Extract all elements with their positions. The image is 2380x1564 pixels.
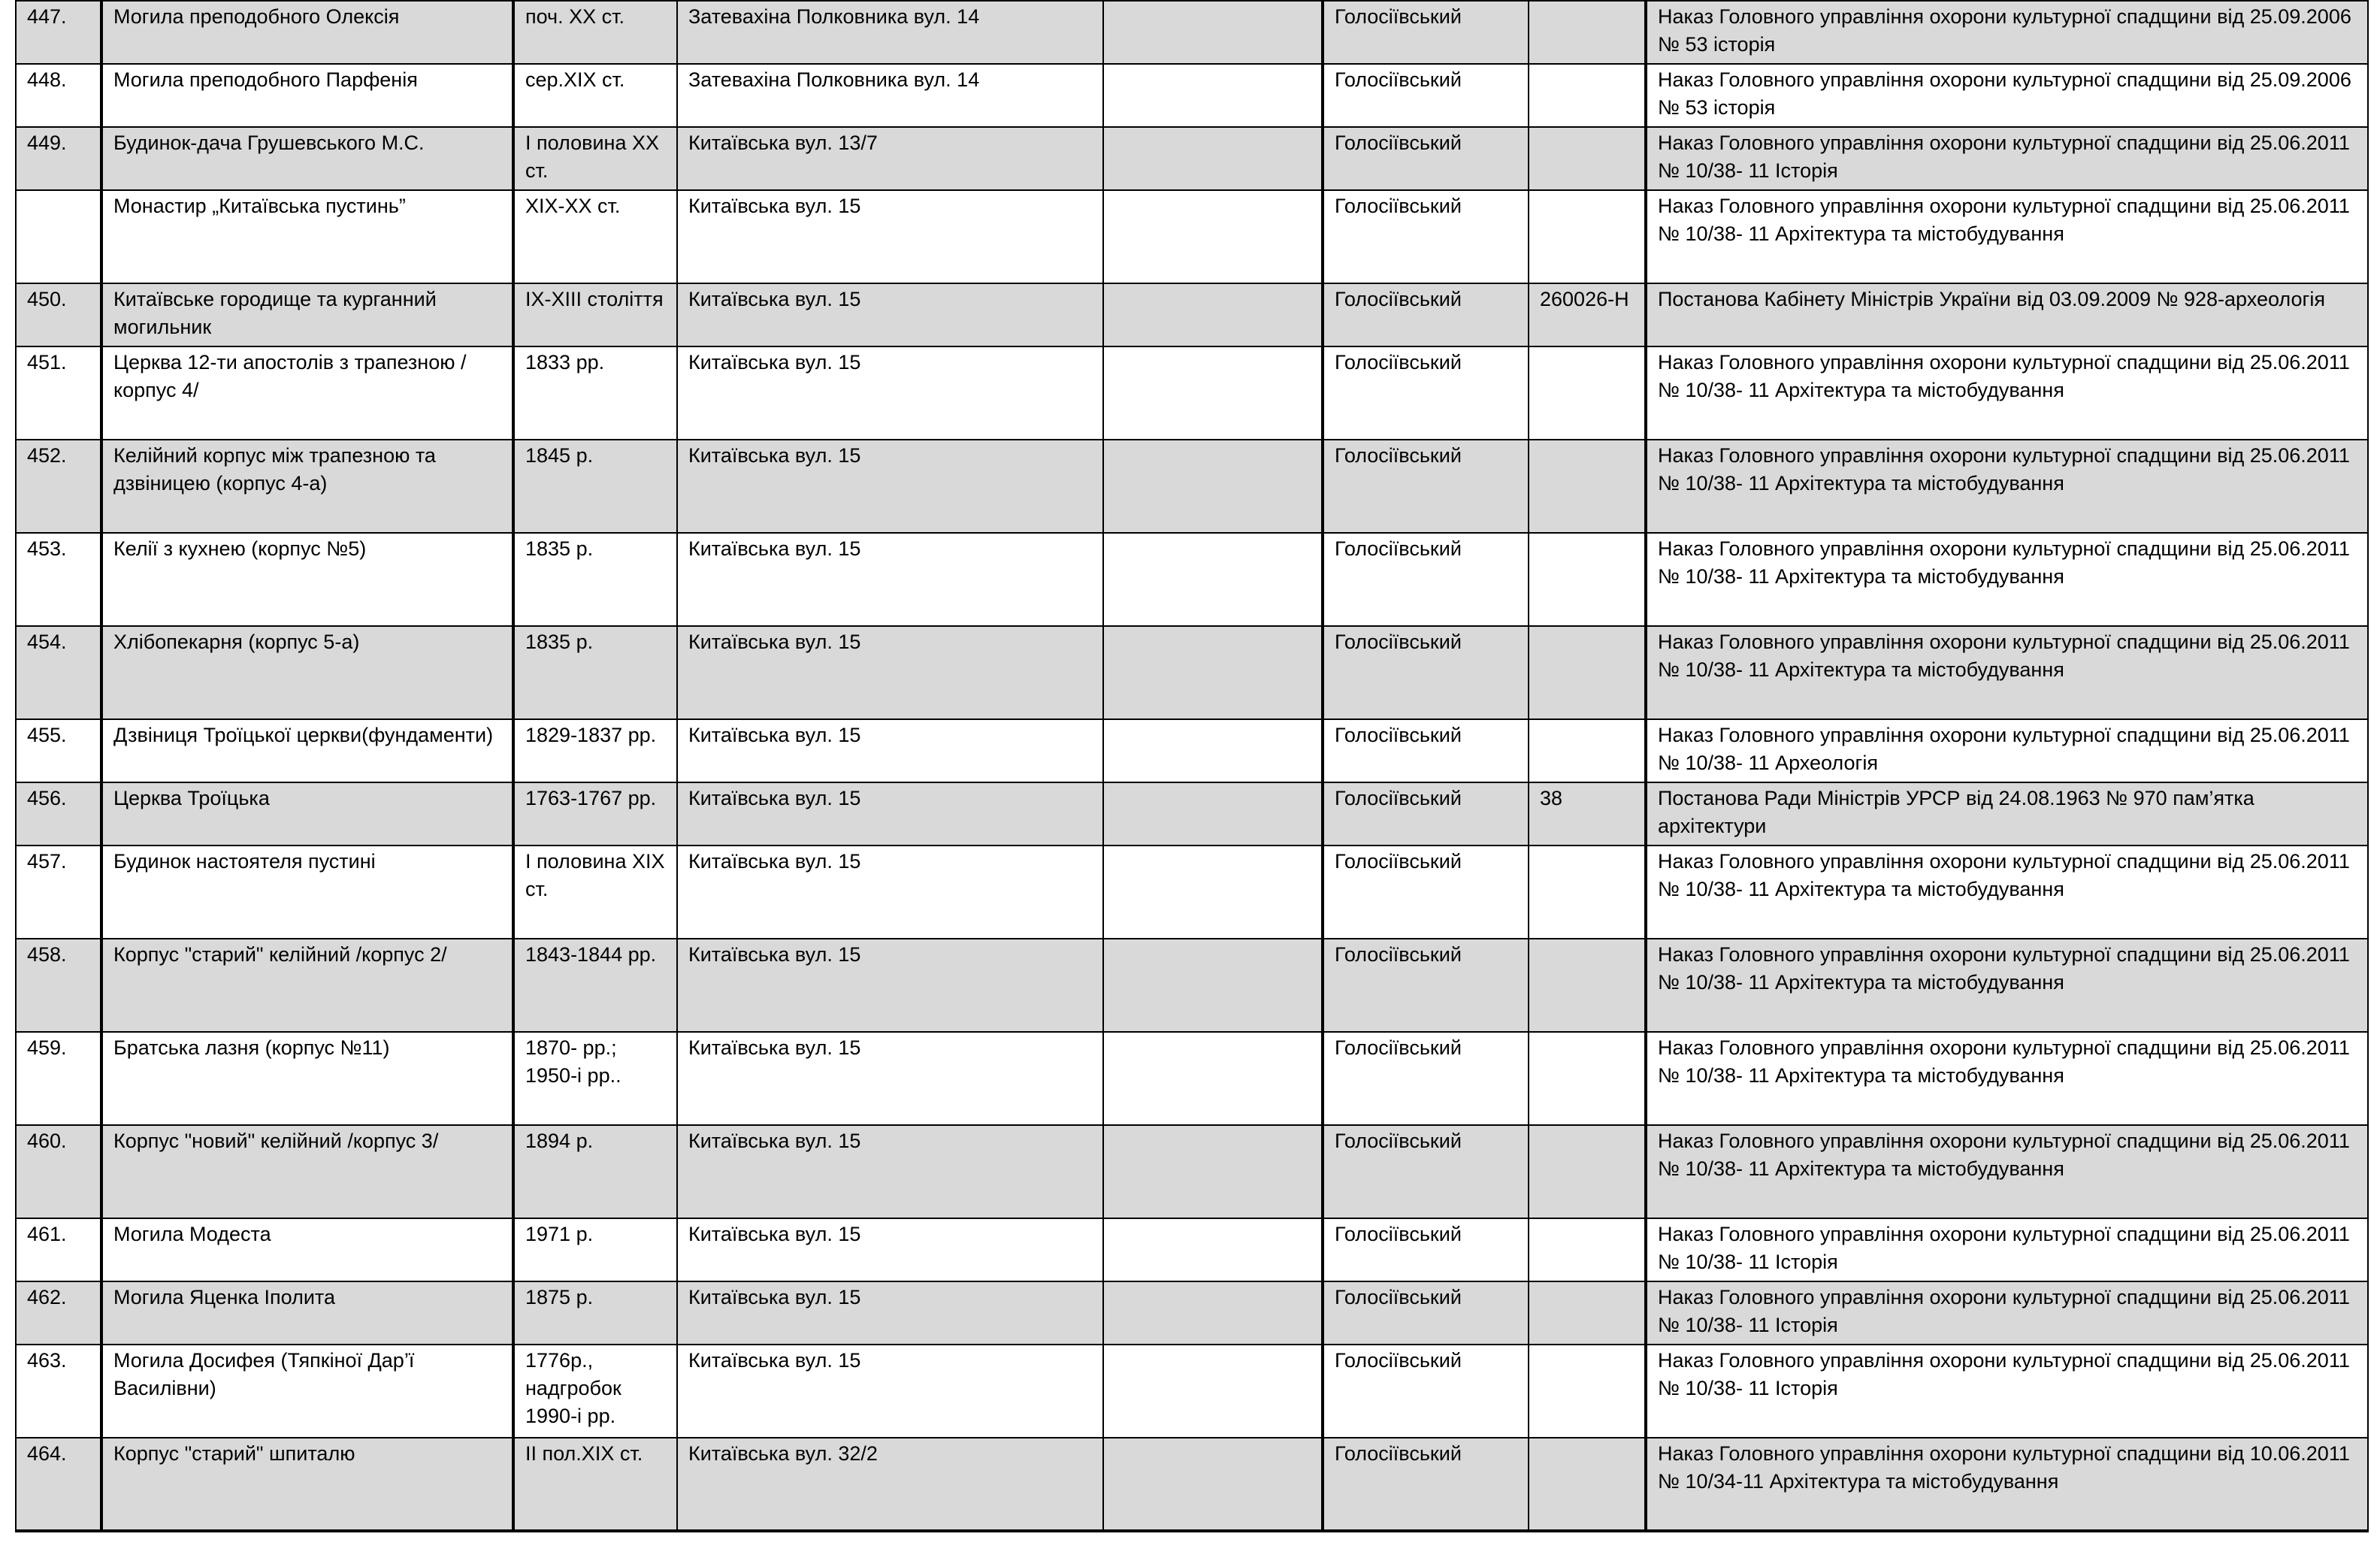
heritage-table bbox=[15, 0, 2369, 1532]
table-body bbox=[16, 1, 2368, 1531]
cell-district: Голосіївський bbox=[1323, 1281, 1529, 1345]
cell-date: ХІХ-ХХ ст. bbox=[513, 190, 677, 283]
cell-extra bbox=[1103, 1345, 1323, 1438]
cell-act: Наказ Головного управління охорони культурної спадщини від 25.09.2006 № 53 історія bbox=[1646, 64, 2368, 127]
cell-act: Наказ Головного управління охорони культурної спадщини від 25.06.2011 № 10/38- 11 Архітектура та містобудування bbox=[1646, 1125, 2368, 1218]
cell-extra bbox=[1103, 1218, 1323, 1281]
cell-act: Наказ Головного управління охорони культурної спадщини від 25.09.2006 № 53 історія bbox=[1646, 1, 2368, 64]
cell-name: Церква 12-ти апостолів з трапезною /корпус 4/ bbox=[101, 346, 513, 440]
cell-district: Голосіївський bbox=[1323, 190, 1529, 283]
cell-act: Наказ Головного управління охорони культурної спадщини від 25.06.2011 № 10/38- 11 Історія bbox=[1646, 127, 2368, 190]
cell-name: Церква Троїцька bbox=[101, 782, 513, 846]
cell-extra bbox=[1103, 346, 1323, 440]
cell-name: Корпус "новий" келійний /корпус 3/ bbox=[101, 1125, 513, 1218]
cell-act: Наказ Головного управління охорони культурної спадщини від 25.06.2011 № 10/38- 11 Архітектура та містобудування bbox=[1646, 346, 2368, 440]
cell-address: Затевахіна Полковника вул. 14 bbox=[677, 64, 1103, 127]
cell-registry bbox=[1529, 846, 1646, 939]
table-row bbox=[16, 1, 2368, 64]
cell-number: 462. bbox=[16, 1281, 101, 1345]
cell-address: Китаївська вул. 15 bbox=[677, 190, 1103, 283]
table-row bbox=[16, 1032, 2368, 1125]
cell-number: 459. bbox=[16, 1032, 101, 1125]
cell-date: 1870- рр.; 1950-і рр.. bbox=[513, 1032, 677, 1125]
cell-act: Наказ Головного управління охорони культурної спадщини від 25.06.2011 № 10/38- 11 Архітектура та містобудування bbox=[1646, 440, 2368, 533]
cell-extra bbox=[1103, 939, 1323, 1032]
cell-address: Китаївська вул. 13/7 bbox=[677, 127, 1103, 190]
cell-address: Китаївська вул. 15 bbox=[677, 939, 1103, 1032]
cell-name: Будинок настоятеля пустині bbox=[101, 846, 513, 939]
cell-number: 457. bbox=[16, 846, 101, 939]
cell-act: Наказ Головного управління охорони культурної спадщини від 10.06.2011 № 10/34-11 Архітектура та містобудування bbox=[1646, 1438, 2368, 1531]
cell-date: поч. ХХ ст. bbox=[513, 1, 677, 64]
table-row bbox=[16, 64, 2368, 127]
cell-number: 455. bbox=[16, 719, 101, 782]
cell-district: Голосіївський bbox=[1323, 1125, 1529, 1218]
cell-address: Китаївська вул. 15 bbox=[677, 440, 1103, 533]
cell-extra bbox=[1103, 127, 1323, 190]
table-row bbox=[16, 533, 2368, 626]
table-row bbox=[16, 346, 2368, 440]
cell-number: 464. bbox=[16, 1438, 101, 1531]
cell-address: Китаївська вул. 15 bbox=[677, 1218, 1103, 1281]
cell-name: Корпус "старий" шпиталю bbox=[101, 1438, 513, 1531]
table-row bbox=[16, 846, 2368, 939]
cell-date: 1829-1837 рр. bbox=[513, 719, 677, 782]
cell-date: сер.ХІХ ст. bbox=[513, 64, 677, 127]
cell-district: Голосіївський bbox=[1323, 1218, 1529, 1281]
cell-act: Наказ Головного управління охорони культурної спадщини від 25.06.2011 № 10/38- 11 Архітектура та містобудування bbox=[1646, 190, 2368, 283]
table-row bbox=[16, 719, 2368, 782]
cell-name: Корпус "старий" келійний /корпус 2/ bbox=[101, 939, 513, 1032]
cell-date: ІІ пол.ХІХ ст. bbox=[513, 1438, 677, 1531]
cell-extra bbox=[1103, 440, 1323, 533]
cell-district: Голосіївський bbox=[1323, 1, 1529, 64]
cell-number: 456. bbox=[16, 782, 101, 846]
cell-extra bbox=[1103, 846, 1323, 939]
cell-extra bbox=[1103, 1, 1323, 64]
cell-address: Китаївська вул. 15 bbox=[677, 1281, 1103, 1345]
cell-registry bbox=[1529, 1438, 1646, 1531]
cell-district: Голосіївський bbox=[1323, 782, 1529, 846]
cell-number: 458. bbox=[16, 939, 101, 1032]
cell-extra bbox=[1103, 64, 1323, 127]
cell-address: Китаївська вул. 15 bbox=[677, 1125, 1103, 1218]
cell-registry bbox=[1529, 1345, 1646, 1438]
cell-date: 1763-1767 рр. bbox=[513, 782, 677, 846]
cell-registry: 260026-Н bbox=[1529, 283, 1646, 346]
cell-act: Наказ Головного управління охорони культурної спадщини від 25.06.2011 № 10/38- 11 Архітектура та містобудування bbox=[1646, 533, 2368, 626]
cell-address: Затевахіна Полковника вул. 14 bbox=[677, 1, 1103, 64]
cell-district: Голосіївський bbox=[1323, 283, 1529, 346]
cell-number: 461. bbox=[16, 1218, 101, 1281]
table-row bbox=[16, 939, 2368, 1032]
cell-district: Голосіївський bbox=[1323, 346, 1529, 440]
cell-registry bbox=[1529, 346, 1646, 440]
cell-address: Китаївська вул. 32/2 bbox=[677, 1438, 1103, 1531]
cell-registry bbox=[1529, 64, 1646, 127]
table-row bbox=[16, 127, 2368, 190]
cell-address: Китаївська вул. 15 bbox=[677, 719, 1103, 782]
cell-act: Наказ Головного управління охорони культурної спадщини від 25.06.2011 № 10/38- 11 Історія bbox=[1646, 1345, 2368, 1438]
cell-address: Китаївська вул. 15 bbox=[677, 846, 1103, 939]
cell-extra bbox=[1103, 626, 1323, 719]
cell-district: Голосіївський bbox=[1323, 846, 1529, 939]
cell-district: Голосіївський bbox=[1323, 1345, 1529, 1438]
cell-registry bbox=[1529, 1218, 1646, 1281]
cell-number: 449. bbox=[16, 127, 101, 190]
cell-address: Китаївська вул. 15 bbox=[677, 1032, 1103, 1125]
cell-extra bbox=[1103, 190, 1323, 283]
cell-number: 463. bbox=[16, 1345, 101, 1438]
cell-date: І половина ХХ ст. bbox=[513, 127, 677, 190]
cell-address: Китаївська вул. 15 bbox=[677, 1345, 1103, 1438]
cell-extra bbox=[1103, 719, 1323, 782]
cell-registry bbox=[1529, 533, 1646, 626]
table-row bbox=[16, 1125, 2368, 1218]
table-row bbox=[16, 283, 2368, 346]
table-row bbox=[16, 1218, 2368, 1281]
cell-act: Наказ Головного управління охорони культурної спадщини від 25.06.2011 № 10/38- 11 Історія bbox=[1646, 1281, 2368, 1345]
cell-address: Китаївська вул. 15 bbox=[677, 782, 1103, 846]
cell-district: Голосіївський bbox=[1323, 1438, 1529, 1531]
cell-name: Китаївське городище та курганний могильник bbox=[101, 283, 513, 346]
cell-name: Монастир „Китаївська пустинь” bbox=[101, 190, 513, 283]
table-row bbox=[16, 626, 2368, 719]
cell-act: Наказ Головного управління охорони культурної спадщини від 25.06.2011 № 10/38- 11 Архітектура та містобудування bbox=[1646, 939, 2368, 1032]
cell-registry bbox=[1529, 719, 1646, 782]
cell-date: 1833 рр. bbox=[513, 346, 677, 440]
cell-act: Постанова Кабінету Міністрів України від 03.09.2009 № 928-археологія bbox=[1646, 283, 2368, 346]
cell-district: Голосіївський bbox=[1323, 440, 1529, 533]
cell-registry: 38 bbox=[1529, 782, 1646, 846]
cell-date: 1835 р. bbox=[513, 626, 677, 719]
cell-district: Голосіївський bbox=[1323, 1032, 1529, 1125]
cell-name: Могила преподобного Парфенія bbox=[101, 64, 513, 127]
cell-date: 1971 р. bbox=[513, 1218, 677, 1281]
cell-registry bbox=[1529, 1125, 1646, 1218]
cell-act: Наказ Головного управління охорони культурної спадщини від 25.06.2011 № 10/38- 11 Історія bbox=[1646, 1218, 2368, 1281]
table-row bbox=[16, 1345, 2368, 1438]
cell-extra bbox=[1103, 283, 1323, 346]
cell-registry bbox=[1529, 1032, 1646, 1125]
cell-name: Келії з кухнею (корпус №5) bbox=[101, 533, 513, 626]
cell-name: Хлібопекарня (корпус 5-а) bbox=[101, 626, 513, 719]
cell-number: 448. bbox=[16, 64, 101, 127]
cell-name: Будинок-дача Грушевського М.С. bbox=[101, 127, 513, 190]
cell-registry bbox=[1529, 626, 1646, 719]
cell-extra bbox=[1103, 1032, 1323, 1125]
cell-address: Китаївська вул. 15 bbox=[677, 533, 1103, 626]
cell-registry bbox=[1529, 127, 1646, 190]
cell-act: Наказ Головного управління охорони культурної спадщини від 25.06.2011 № 10/38- 11 Археологія bbox=[1646, 719, 2368, 782]
cell-extra bbox=[1103, 1281, 1323, 1345]
cell-address: Китаївська вул. 15 bbox=[677, 346, 1103, 440]
cell-registry bbox=[1529, 939, 1646, 1032]
cell-registry bbox=[1529, 1281, 1646, 1345]
cell-name: Могила Яценка Іполита bbox=[101, 1281, 513, 1345]
cell-act: Постанова Ради Міністрів УРСР від 24.08.1963 № 970 пам’ятка архітектури bbox=[1646, 782, 2368, 846]
cell-name: Келійний корпус між трапезною та дзвіницею (корпус 4-а) bbox=[101, 440, 513, 533]
cell-registry bbox=[1529, 1, 1646, 64]
cell-act: Наказ Головного управління охорони культурної спадщини від 25.06.2011 № 10/38- 11 Архітектура та містобудування bbox=[1646, 1032, 2368, 1125]
cell-registry bbox=[1529, 190, 1646, 283]
table-row bbox=[16, 440, 2368, 533]
cell-extra bbox=[1103, 782, 1323, 846]
cell-date: 1845 р. bbox=[513, 440, 677, 533]
cell-name: Братська лазня (корпус №11) bbox=[101, 1032, 513, 1125]
heritage-register-page bbox=[15, 0, 2367, 1532]
cell-date: 1776р., надгробок 1990-і рр. bbox=[513, 1345, 677, 1438]
cell-number: 460. bbox=[16, 1125, 101, 1218]
cell-number: 452. bbox=[16, 440, 101, 533]
cell-district: Голосіївський bbox=[1323, 64, 1529, 127]
cell-extra bbox=[1103, 1125, 1323, 1218]
cell-name: Могила Досифея (Тяпкіної Дар’ї Василівни) bbox=[101, 1345, 513, 1438]
cell-name: Могила преподобного Олексія bbox=[101, 1, 513, 64]
cell-registry bbox=[1529, 440, 1646, 533]
cell-number bbox=[16, 190, 101, 283]
cell-act: Наказ Головного управління охорони культурної спадщини від 25.06.2011 № 10/38- 11 Архітектура та містобудування bbox=[1646, 626, 2368, 719]
cell-district: Голосіївський bbox=[1323, 719, 1529, 782]
cell-address: Китаївська вул. 15 bbox=[677, 283, 1103, 346]
cell-district: Голосіївський bbox=[1323, 939, 1529, 1032]
cell-number: 453. bbox=[16, 533, 101, 626]
cell-date: 1875 р. bbox=[513, 1281, 677, 1345]
table-row bbox=[16, 1438, 2368, 1531]
cell-date: І половина ХІХ ст. bbox=[513, 846, 677, 939]
cell-number: 450. bbox=[16, 283, 101, 346]
cell-extra bbox=[1103, 533, 1323, 626]
cell-extra bbox=[1103, 1438, 1323, 1531]
cell-district: Голосіївський bbox=[1323, 533, 1529, 626]
cell-date: 1843-1844 рр. bbox=[513, 939, 677, 1032]
table-row bbox=[16, 1281, 2368, 1345]
cell-district: Голосіївський bbox=[1323, 127, 1529, 190]
table-row bbox=[16, 782, 2368, 846]
table-row bbox=[16, 190, 2368, 283]
cell-number: 451. bbox=[16, 346, 101, 440]
cell-number: 447. bbox=[16, 1, 101, 64]
cell-date: 1894 р. bbox=[513, 1125, 677, 1218]
cell-district: Голосіївський bbox=[1323, 626, 1529, 719]
cell-date: IX-XIII століття bbox=[513, 283, 677, 346]
cell-number: 454. bbox=[16, 626, 101, 719]
cell-name: Могила Модеста bbox=[101, 1218, 513, 1281]
cell-name: Дзвіниця Троїцької церкви(фундаменти) bbox=[101, 719, 513, 782]
cell-date: 1835 р. bbox=[513, 533, 677, 626]
cell-act: Наказ Головного управління охорони культурної спадщини від 25.06.2011 № 10/38- 11 Архітектура та містобудування bbox=[1646, 846, 2368, 939]
cell-address: Китаївська вул. 15 bbox=[677, 626, 1103, 719]
